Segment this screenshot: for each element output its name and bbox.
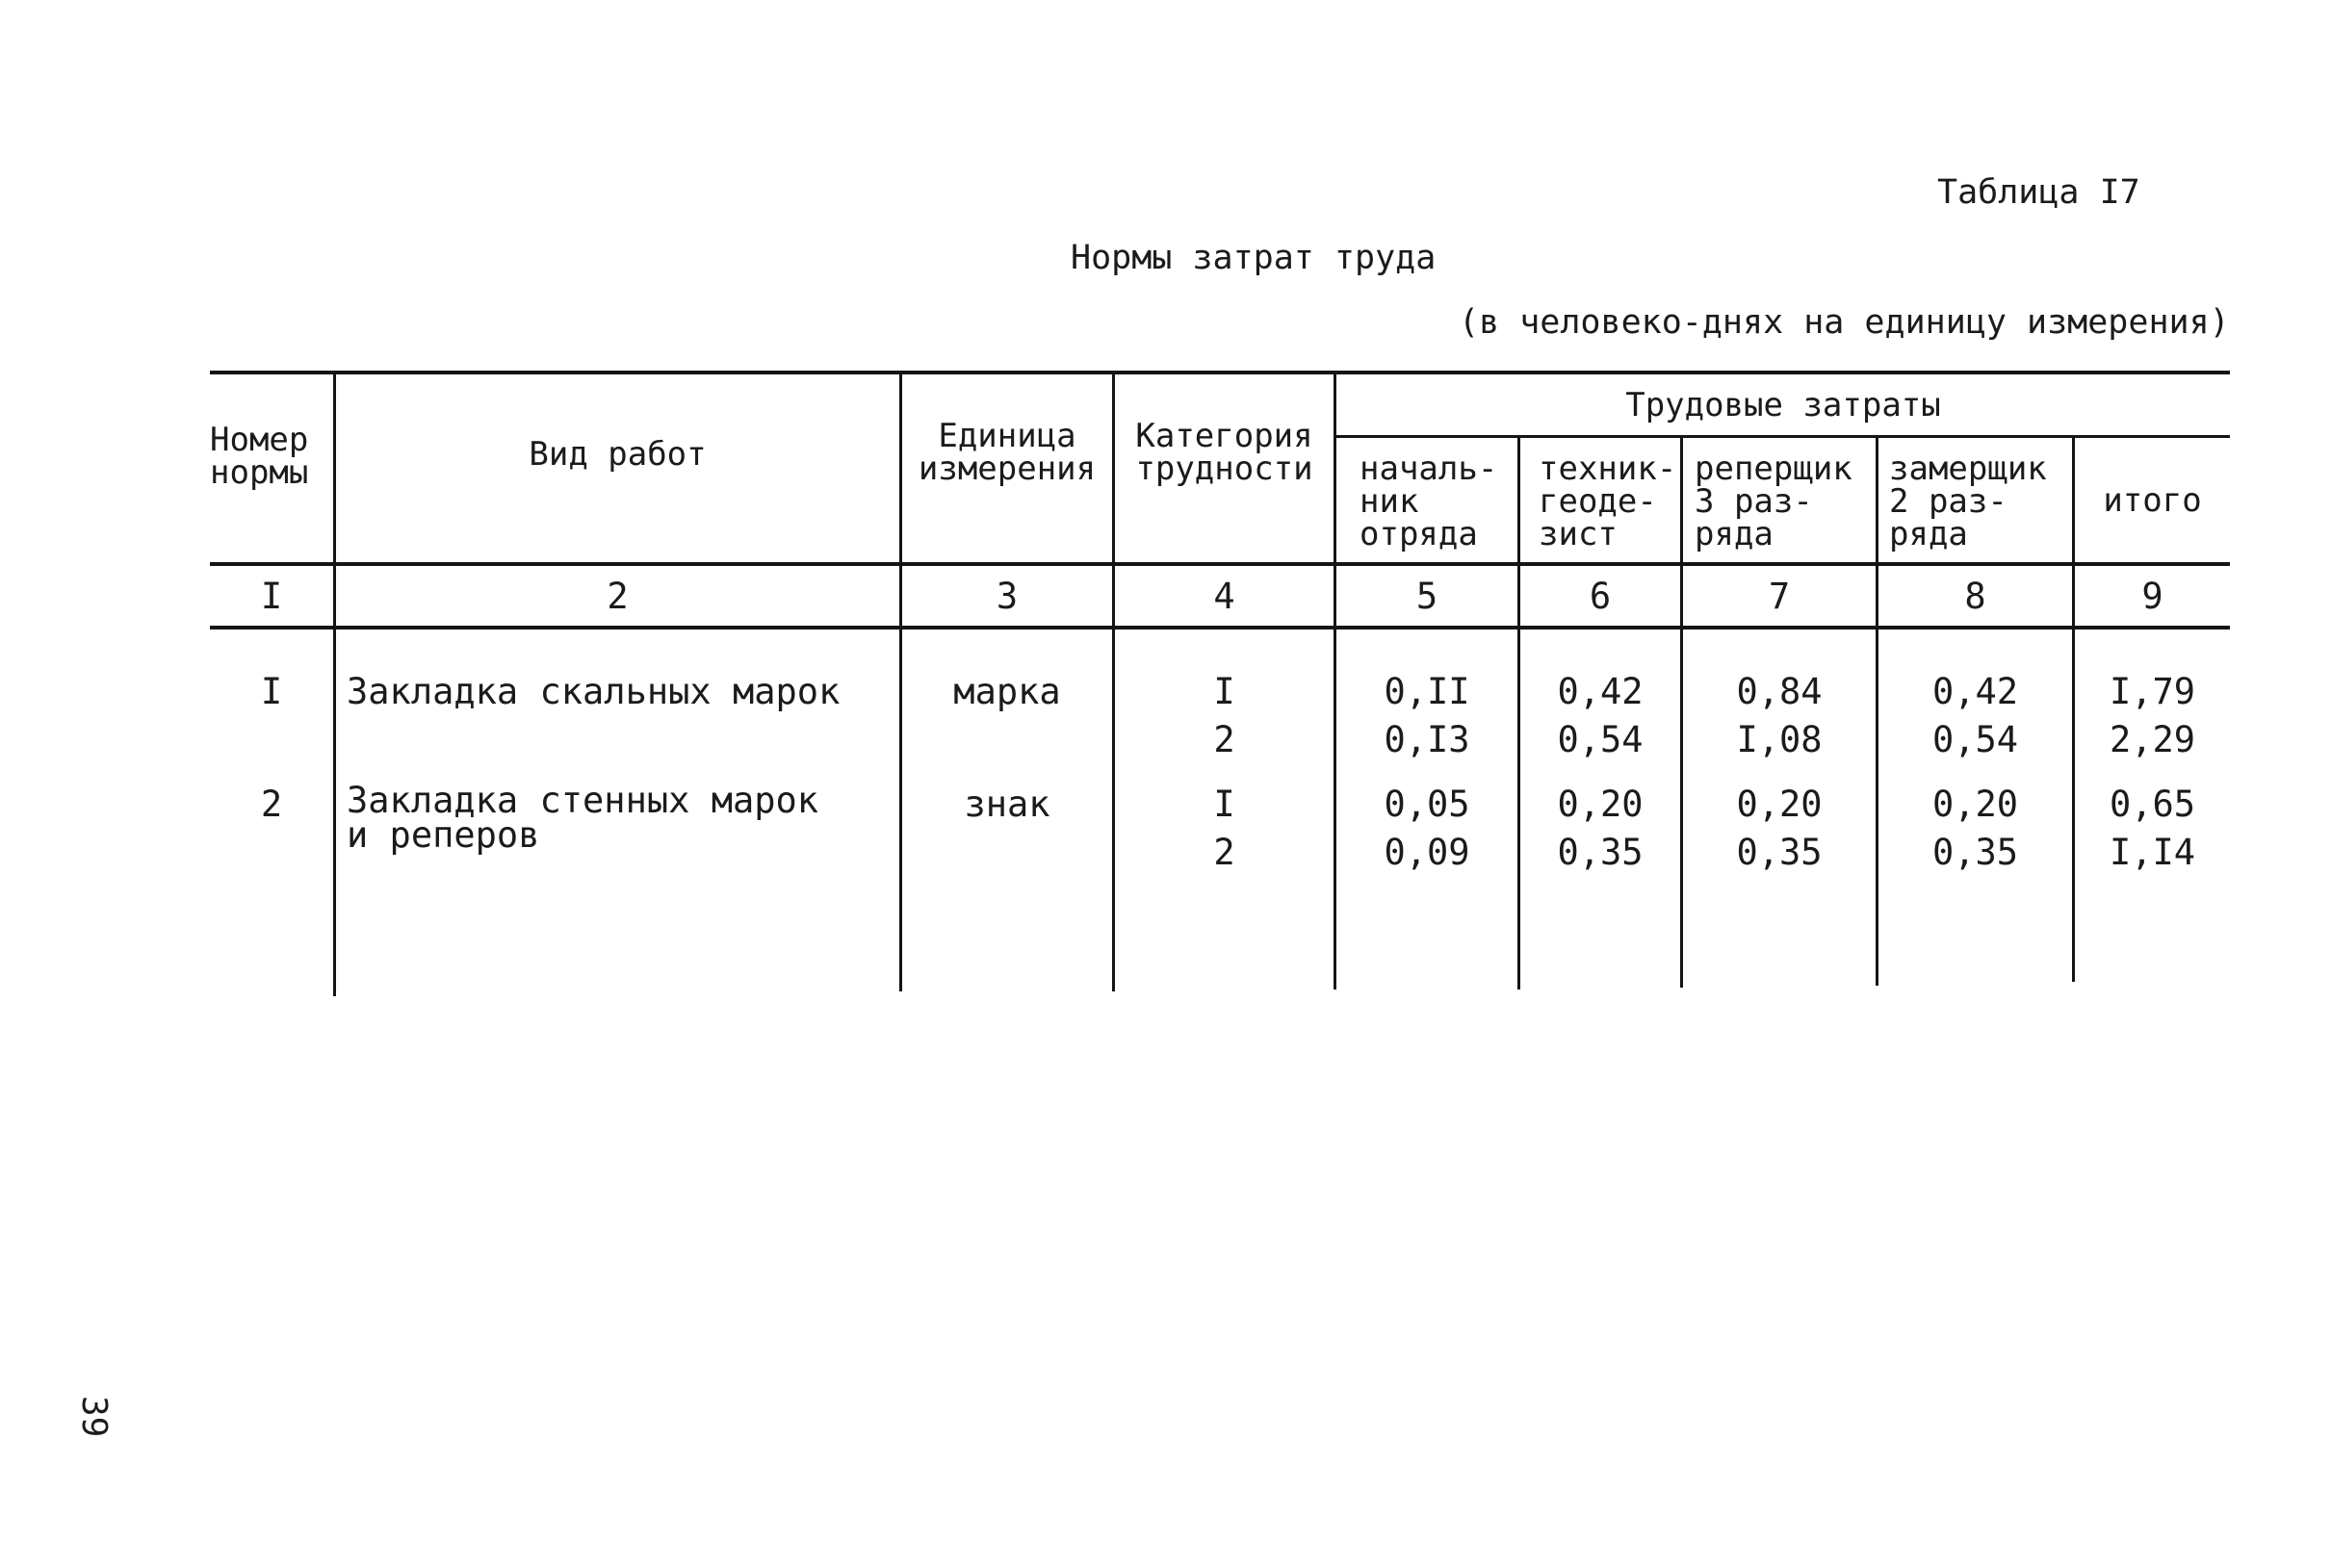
- value-total: 2,29: [2109, 719, 2196, 760]
- value-total: I,I4: [2109, 832, 2196, 873]
- value-benchmarker: 0,84: [1736, 671, 1823, 712]
- category: 2: [1213, 832, 1235, 873]
- column-number: 9: [2141, 576, 2163, 617]
- value-measurer: 0,54: [1931, 719, 2019, 760]
- header-norm-number: Номер нормы: [210, 421, 309, 492]
- table-label: Таблица I7: [1937, 173, 2140, 212]
- value-chief: 0,II: [1384, 671, 1470, 712]
- unit: марка: [953, 671, 1061, 712]
- header-technician: техник- геоде- зист: [1539, 450, 1677, 553]
- value-benchmarker: 0,20: [1736, 784, 1823, 825]
- header-labor-costs: Трудовые затраты: [1625, 386, 1941, 424]
- page-number: 39: [74, 1396, 114, 1438]
- value-measurer: 0,20: [1931, 784, 2019, 825]
- value-benchmarker: I,08: [1736, 719, 1823, 760]
- value-technician: 0,35: [1557, 832, 1644, 873]
- units-note: (в человеко-днях на единицу измерения): [1459, 303, 2230, 342]
- value-chief: 0,05: [1384, 784, 1470, 825]
- value-technician: 0,20: [1557, 784, 1644, 825]
- header-chief: началь- ник отряда: [1360, 450, 1498, 553]
- value-total: 0,65: [2109, 784, 2196, 825]
- column-number: 7: [1768, 576, 1791, 617]
- top-rule: [210, 371, 2230, 374]
- category: 2: [1213, 719, 1235, 760]
- header-work-type: Вид работ: [529, 435, 707, 474]
- value-benchmarker: 0,35: [1736, 832, 1823, 873]
- norm-number: 2: [260, 784, 283, 825]
- column-number: 3: [996, 576, 1019, 617]
- value-measurer: 0,35: [1931, 832, 2019, 873]
- page-title: Нормы затрат труда: [1071, 239, 1437, 277]
- unit: знак: [964, 784, 1050, 825]
- value-total: I,79: [2109, 671, 2196, 712]
- group-rule: [1334, 435, 2230, 438]
- value-technician: 0,54: [1557, 719, 1644, 760]
- category: I: [1213, 784, 1235, 825]
- column-number: 5: [1415, 576, 1438, 617]
- category: I: [1213, 671, 1235, 712]
- column-number: 2: [607, 576, 629, 617]
- value-chief: 0,I3: [1384, 719, 1470, 760]
- numbers-rule: [210, 626, 2230, 630]
- value-measurer: 0,42: [1931, 671, 2019, 712]
- header-total: итого: [2103, 481, 2202, 520]
- work-type: Закладка скальных марок: [347, 671, 841, 712]
- column-number: 8: [1964, 576, 1986, 617]
- header-unit: Единица измерения: [918, 417, 1097, 488]
- header-rule: [210, 562, 2230, 566]
- work-type: Закладка стенных марок и реперов: [347, 780, 819, 856]
- col-divider: [1517, 435, 1520, 990]
- header-measurer: замерщик 2 раз- ряда: [1889, 450, 2047, 553]
- column-number: 4: [1213, 576, 1235, 617]
- value-chief: 0,09: [1384, 832, 1470, 873]
- header-category: Категория трудности: [1135, 417, 1313, 488]
- header-benchmarker: реперщик 3 раз- ряда: [1695, 450, 1852, 553]
- norm-number: I: [260, 671, 283, 712]
- column-number: I: [260, 576, 283, 617]
- column-number: 6: [1589, 576, 1612, 617]
- value-technician: 0,42: [1557, 671, 1644, 712]
